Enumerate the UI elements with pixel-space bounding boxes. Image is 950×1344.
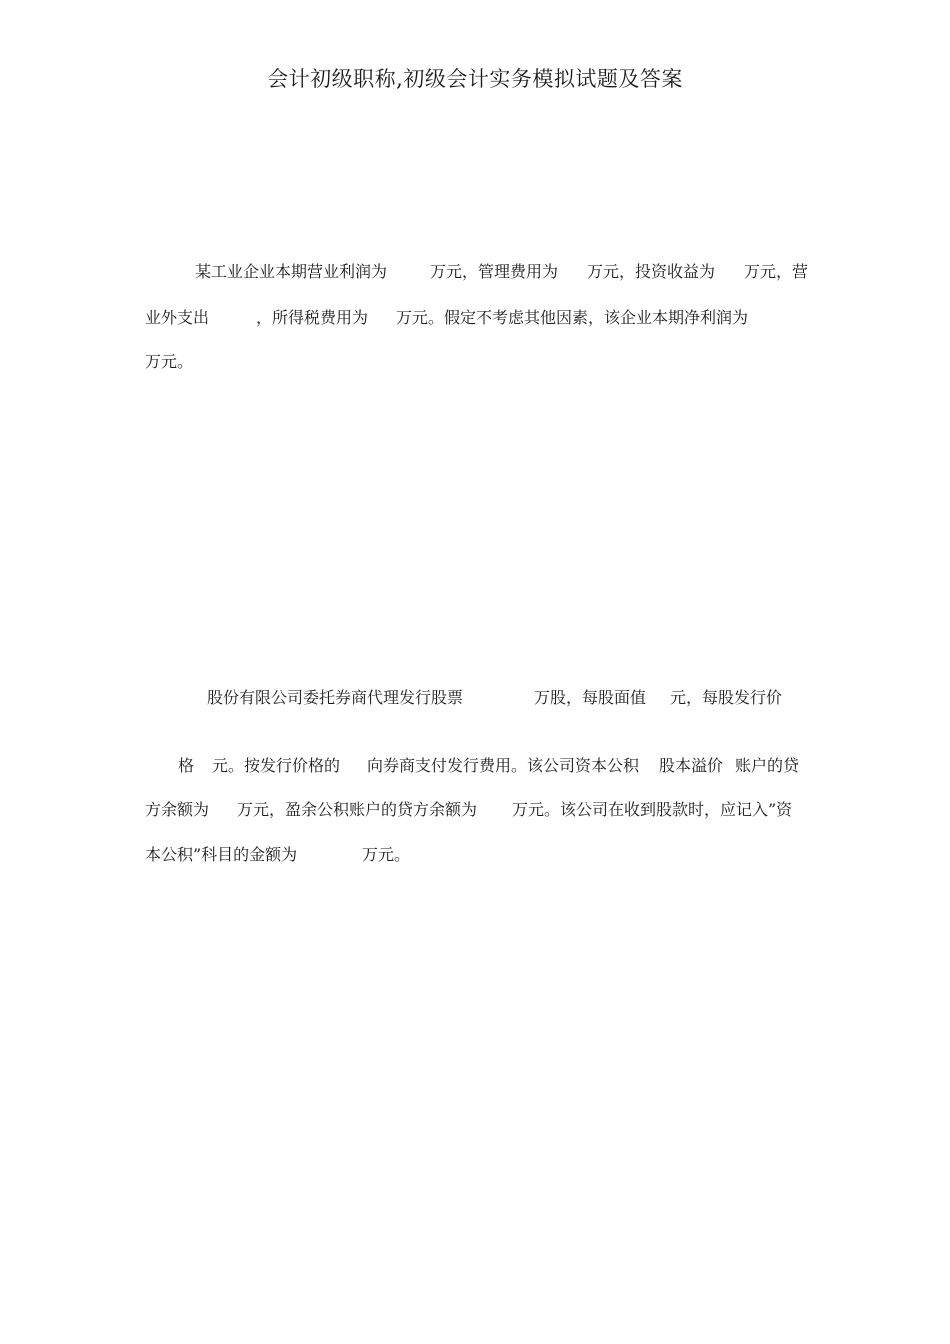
q1-text: 某工业企业本期营业利润为	[195, 262, 388, 281]
q1-text: 业外支出	[145, 308, 210, 327]
q2-text: 向券商支付发行费用。该公司资本公积	[367, 756, 640, 775]
q2-text: 本公积”科目的金额为	[145, 845, 298, 864]
q2-text: 万元。该公司在收到股款时，应记入”资	[512, 800, 793, 819]
q2-text: 格	[178, 756, 195, 775]
q1-text: 万元，投资收益为	[587, 262, 716, 281]
q1-text: 万元。假定不考虑其他因素，该企业本期净利润为	[396, 308, 749, 327]
q1-text: ，所得税费用为	[256, 308, 369, 327]
q1-text: 万元，营	[744, 262, 809, 281]
q2-text: 股份有限公司委托券商代理发行股票	[207, 688, 464, 707]
q2-text: 元，每股发行价	[670, 688, 783, 707]
q2-text: 账户的贷	[735, 756, 800, 775]
q2-text: 万元。	[362, 845, 411, 864]
q1-text: 万元，管理费用为	[430, 262, 559, 281]
document-title: 会计初级职称,初级会计实务模拟试题及答案	[267, 67, 683, 91]
q1-text: 万元。	[145, 352, 194, 371]
q2-text: 元。按发行价格的	[212, 756, 341, 775]
q2-text: 万股，每股面值	[534, 688, 647, 707]
q2-text: 股本溢价	[659, 756, 724, 775]
q2-text: 方余额为	[145, 800, 210, 819]
q2-text: 万元，盈余公积账户的贷方余额为	[237, 800, 478, 819]
